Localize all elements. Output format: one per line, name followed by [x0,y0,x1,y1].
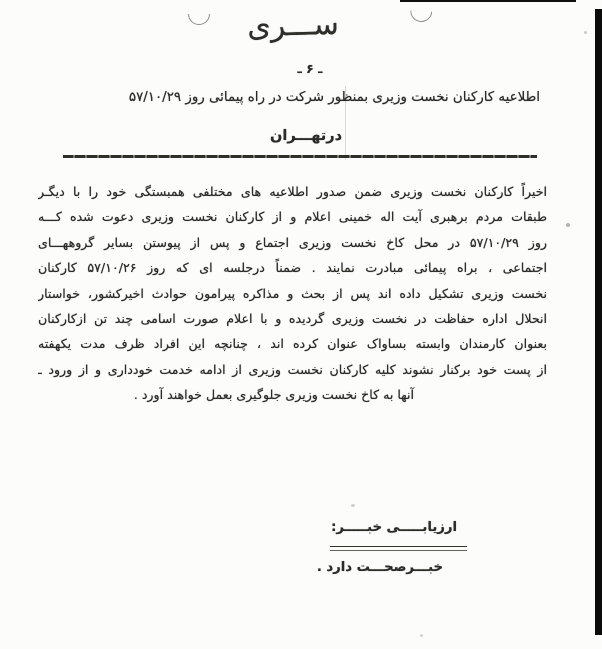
body-line: نخست وزیری تشکیل داده اند پس از بحث و مذاکره پیرامون حوادث اخیرکشور، خواستار [38,285,547,301]
scan-speck [566,223,570,227]
secrecy-stamp: ســـری [246,6,340,45]
body-line: اخیراً کارکنان نخست وزیری ضمن صدور اطلاعیه های مختلفی همبستگی خود را با دیگـر [38,184,547,199]
evaluation-label: ارزیابـــــی خبـــــر: [331,520,457,535]
evaluation-underline [330,546,467,551]
body-line: روز ۵۷/۱۰/۲۹ در محل کاخ نخست وزیری اجتماع و پس از پیوستن بسایر گروههـــای [38,234,547,250]
body-line: از پست خود برکنار نشوند کلیه کارکنان نخست وزیری از ادامه خدمت خودداری و از ورود ـ [38,361,547,377]
scan-speck [351,504,355,507]
body-line: اجتماعی ، براه پیمائی مبادرت نمایند . ضمناً درجلسه ای که روز ۵۷/۱۰/۲۶ کارکنان [38,260,547,276]
scan-speck [584,31,587,34]
evaluation-verdict: خبـــرصحـــت دارد . [316,560,443,575]
document-body [38,179,547,409]
scan-edge-right-bar [595,9,602,635]
scan-edge-top-line [400,0,576,2]
body-line: انحلال اداره حفاظت در نخست وزیری گردیده و با اعلام صورت اسامی چند تن ازکارکنان [38,310,547,326]
scan-curl-mark-left [188,14,210,25]
heading-underline [63,155,537,158]
scan-speck [420,634,423,637]
page-number: ـ ۶ ـ [297,61,323,76]
body-line: بعنوان کارمندان وابسته بساواک عنوان کرده اند ، چنانچه این افراد ظرف مدت یکهفته [38,336,547,352]
scan-curl-mark-right [410,10,433,22]
subject-line: اطلاعیه کارکنان نخست وزیری بمنظور شرکت در راه پیمائی روز ۵۷/۱۰/۲۹ [128,90,540,105]
body-line: طبقات مردم برهبری آیت اله خمینی اعلام و از کارکنان نخست وزیری دعوت شده کـــه [38,209,547,225]
location-heading: درتهـــران [269,128,343,144]
body-line-final: آنها به کاخ نخست وزیری جلوگیری بعمل خواهند آورد . [133,387,414,403]
